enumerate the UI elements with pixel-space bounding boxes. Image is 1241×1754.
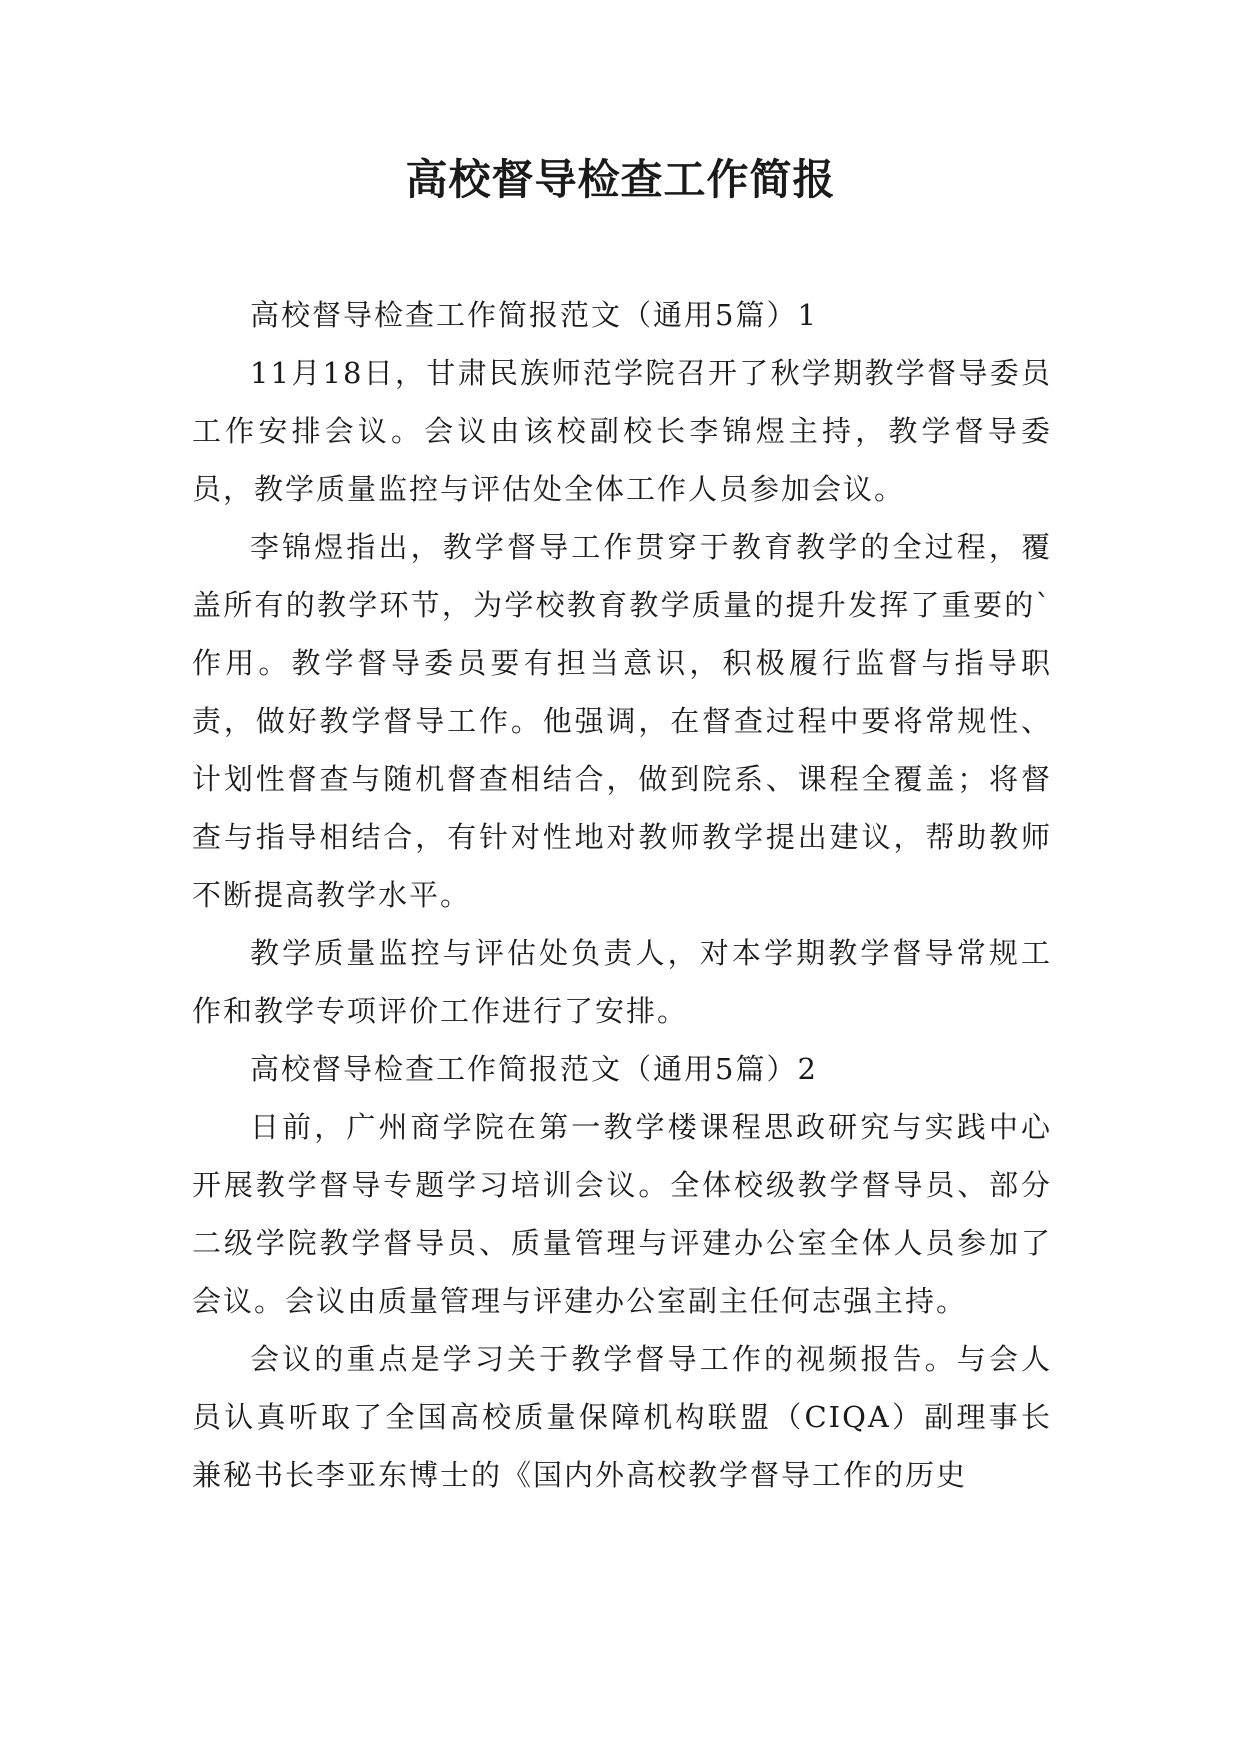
paragraph: 会议的重点是学习关于教学督导工作的视频报告。与会人员认真听取了全国高校质量保障机构联盟（CIQA）副理事长兼秘书长李亚东博士的《国内外高校教学督导工作的历史 bbox=[192, 1342, 1052, 1492]
paragraph: 日前，广州商学院在第一教学楼课程思政研究与实践中心开展教学督导专题学习培训会议。全体校级教学督导员、部分二级学院教学督导员、质量管理与评建办公室全体人员参加了会议。会议由质量管理与评建办公室副主任何志强主持。 bbox=[192, 1110, 1052, 1318]
paragraph: 李锦煜指出，教学督导工作贯穿于教育教学的全过程，覆盖所有的教学环节，为学校教育教学质量的提升发挥了重要的`作用。教学督导委员要有担当意识，积极履行监督与指导职责，做好教学督导工作。他强调，在督查过程中要将常规性、计划性督查与随机督查相结合，做到院系、课程全覆盖；将督查与指导相结合，有针对性地对教师教学提出建议，帮助教师不断提高教学水平。 bbox=[192, 530, 1052, 912]
section-heading-1: 高校督导检查工作简报范文（通用5篇）1 bbox=[250, 298, 818, 332]
section-heading-2: 高校督导检查工作简报范文（通用5篇）2 bbox=[250, 1052, 818, 1086]
paragraph: 11月18日，甘肃民族师范学院召开了秋学期教学督导委员工作安排会议。会议由该校副校长李锦煜主持，教学督导委员，教学质量监控与评估处全体工作人员参加会议。 bbox=[192, 356, 1052, 506]
paragraph: 教学质量监控与评估处负责人，对本学期教学督导常规工作和教学专项评价工作进行了安排。 bbox=[192, 936, 1052, 1028]
document-title: 高校督导检查工作简报 bbox=[405, 155, 836, 204]
document-body bbox=[192, 286, 1052, 1504]
